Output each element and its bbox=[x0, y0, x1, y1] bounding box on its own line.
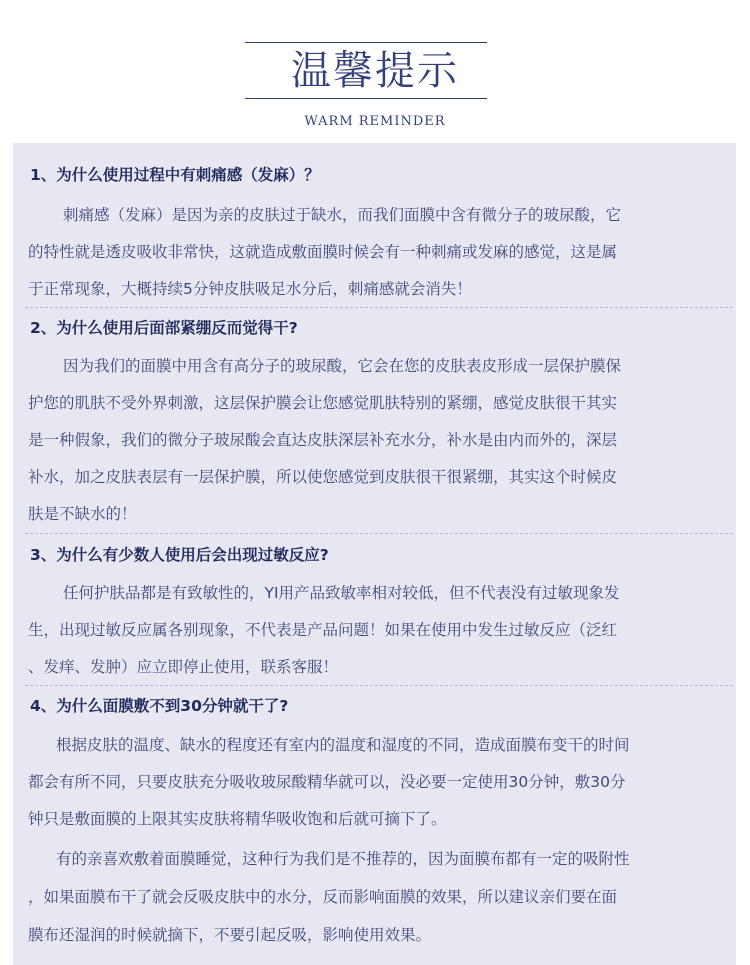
title-bottom-rule bbox=[245, 98, 487, 99]
faq-4-question: 4、为什么面膜敷不到30分钟就干了? bbox=[30, 697, 289, 715]
title-top-rule bbox=[245, 42, 487, 43]
faq-divider-1 bbox=[25, 307, 733, 308]
page-title: 温馨提示 bbox=[291, 48, 459, 94]
faq-2-line-3: 是一种假象，我们的微分子玻尿酸会直达皮肤深层补充水分，补水是由内而外的，深层 bbox=[28, 431, 618, 449]
faq-4-line-3: 钟只是敷面膜的上限其实皮肤将精华吸收饱和后就可摘下了。 bbox=[28, 810, 447, 828]
faq-3-line-3: 、发痒、发肿）应立即停止使用，联系客服！ bbox=[28, 658, 339, 676]
faq-3-question: 3、为什么有少数人使用后会出现过敏反应? bbox=[30, 546, 329, 564]
faq-panel bbox=[13, 143, 736, 965]
faq-1-line-1: 刺痛感（发麻）是因为亲的皮肤过于缺水，而我们面膜中含有微分子的玻尿酸，它 bbox=[63, 206, 622, 224]
faq-4-line-2: 都会有所不同，只要皮肤充分吸收玻尿酸精华就可以，没必要一定使用30分钟，敷30分 bbox=[28, 773, 626, 791]
faq-1-line-3: 于正常现象，大概持续5分钟皮肤吸足水分后，刺痛感就会消失！ bbox=[28, 280, 472, 298]
faq-1-question: 1、为什么使用过程中有刺痛感（发麻）？ bbox=[30, 166, 320, 184]
header bbox=[0, 0, 750, 143]
faq-3-line-1: 任何护肤品都是有致敏性的，YI用产品致敏率相对较低，但不代表没有过敏现象发 bbox=[63, 584, 620, 602]
faq-4-line-1: 根据皮肤的温度、缺水的程度还有室内的温度和湿度的不同，造成面膜布变干的时间 bbox=[56, 736, 630, 754]
faq-2-line-5: 肤是不缺水的！ bbox=[28, 505, 137, 523]
faq-4-para2-line-1: 有的亲喜欢敷着面膜睡觉，这种行为我们是不推荐的，因为面膜布都有一定的吸附性 bbox=[56, 850, 630, 868]
faq-divider-2 bbox=[25, 533, 733, 534]
faq-4-para2-line-2: ，如果面膜布干了就会反吸皮肤中的水分，反而影响面膜的效果，所以建议亲们要在面 bbox=[28, 888, 618, 906]
faq-1-line-2: 的特性就是透皮吸收非常快，这就造成敷面膜时候会有一种刺痛或发麻的感觉，这是属 bbox=[28, 243, 618, 261]
page-subtitle: WARM REMINDER bbox=[304, 114, 446, 129]
faq-4-para2-line-3: 膜布还湿润的时候就摘下，不要引起反吸，影响使用效果。 bbox=[28, 926, 432, 944]
faq-2-question: 2、为什么使用后面部紧绷反而觉得干? bbox=[30, 319, 298, 337]
faq-2-line-2: 护您的肌肤不受外界刺激，这层保护膜会让您感觉肌肤特别的紧绷，感觉皮肤很干其实 bbox=[28, 394, 618, 412]
faq-3-line-2: 生，出现过敏反应属各别现象，不代表是产品问题！如果在使用中发生过敏反应（泛红 bbox=[28, 621, 618, 639]
faq-2-line-4: 补水，加之皮肤表层有一层保护膜，所以使您感觉到皮肤很干很紧绷，其实这个时候皮 bbox=[28, 468, 618, 486]
faq-divider-3 bbox=[25, 685, 733, 686]
faq-2-line-1: 因为我们的面膜中用含有高分子的玻尿酸，它会在您的皮肤表皮形成一层保护膜保 bbox=[63, 357, 622, 375]
